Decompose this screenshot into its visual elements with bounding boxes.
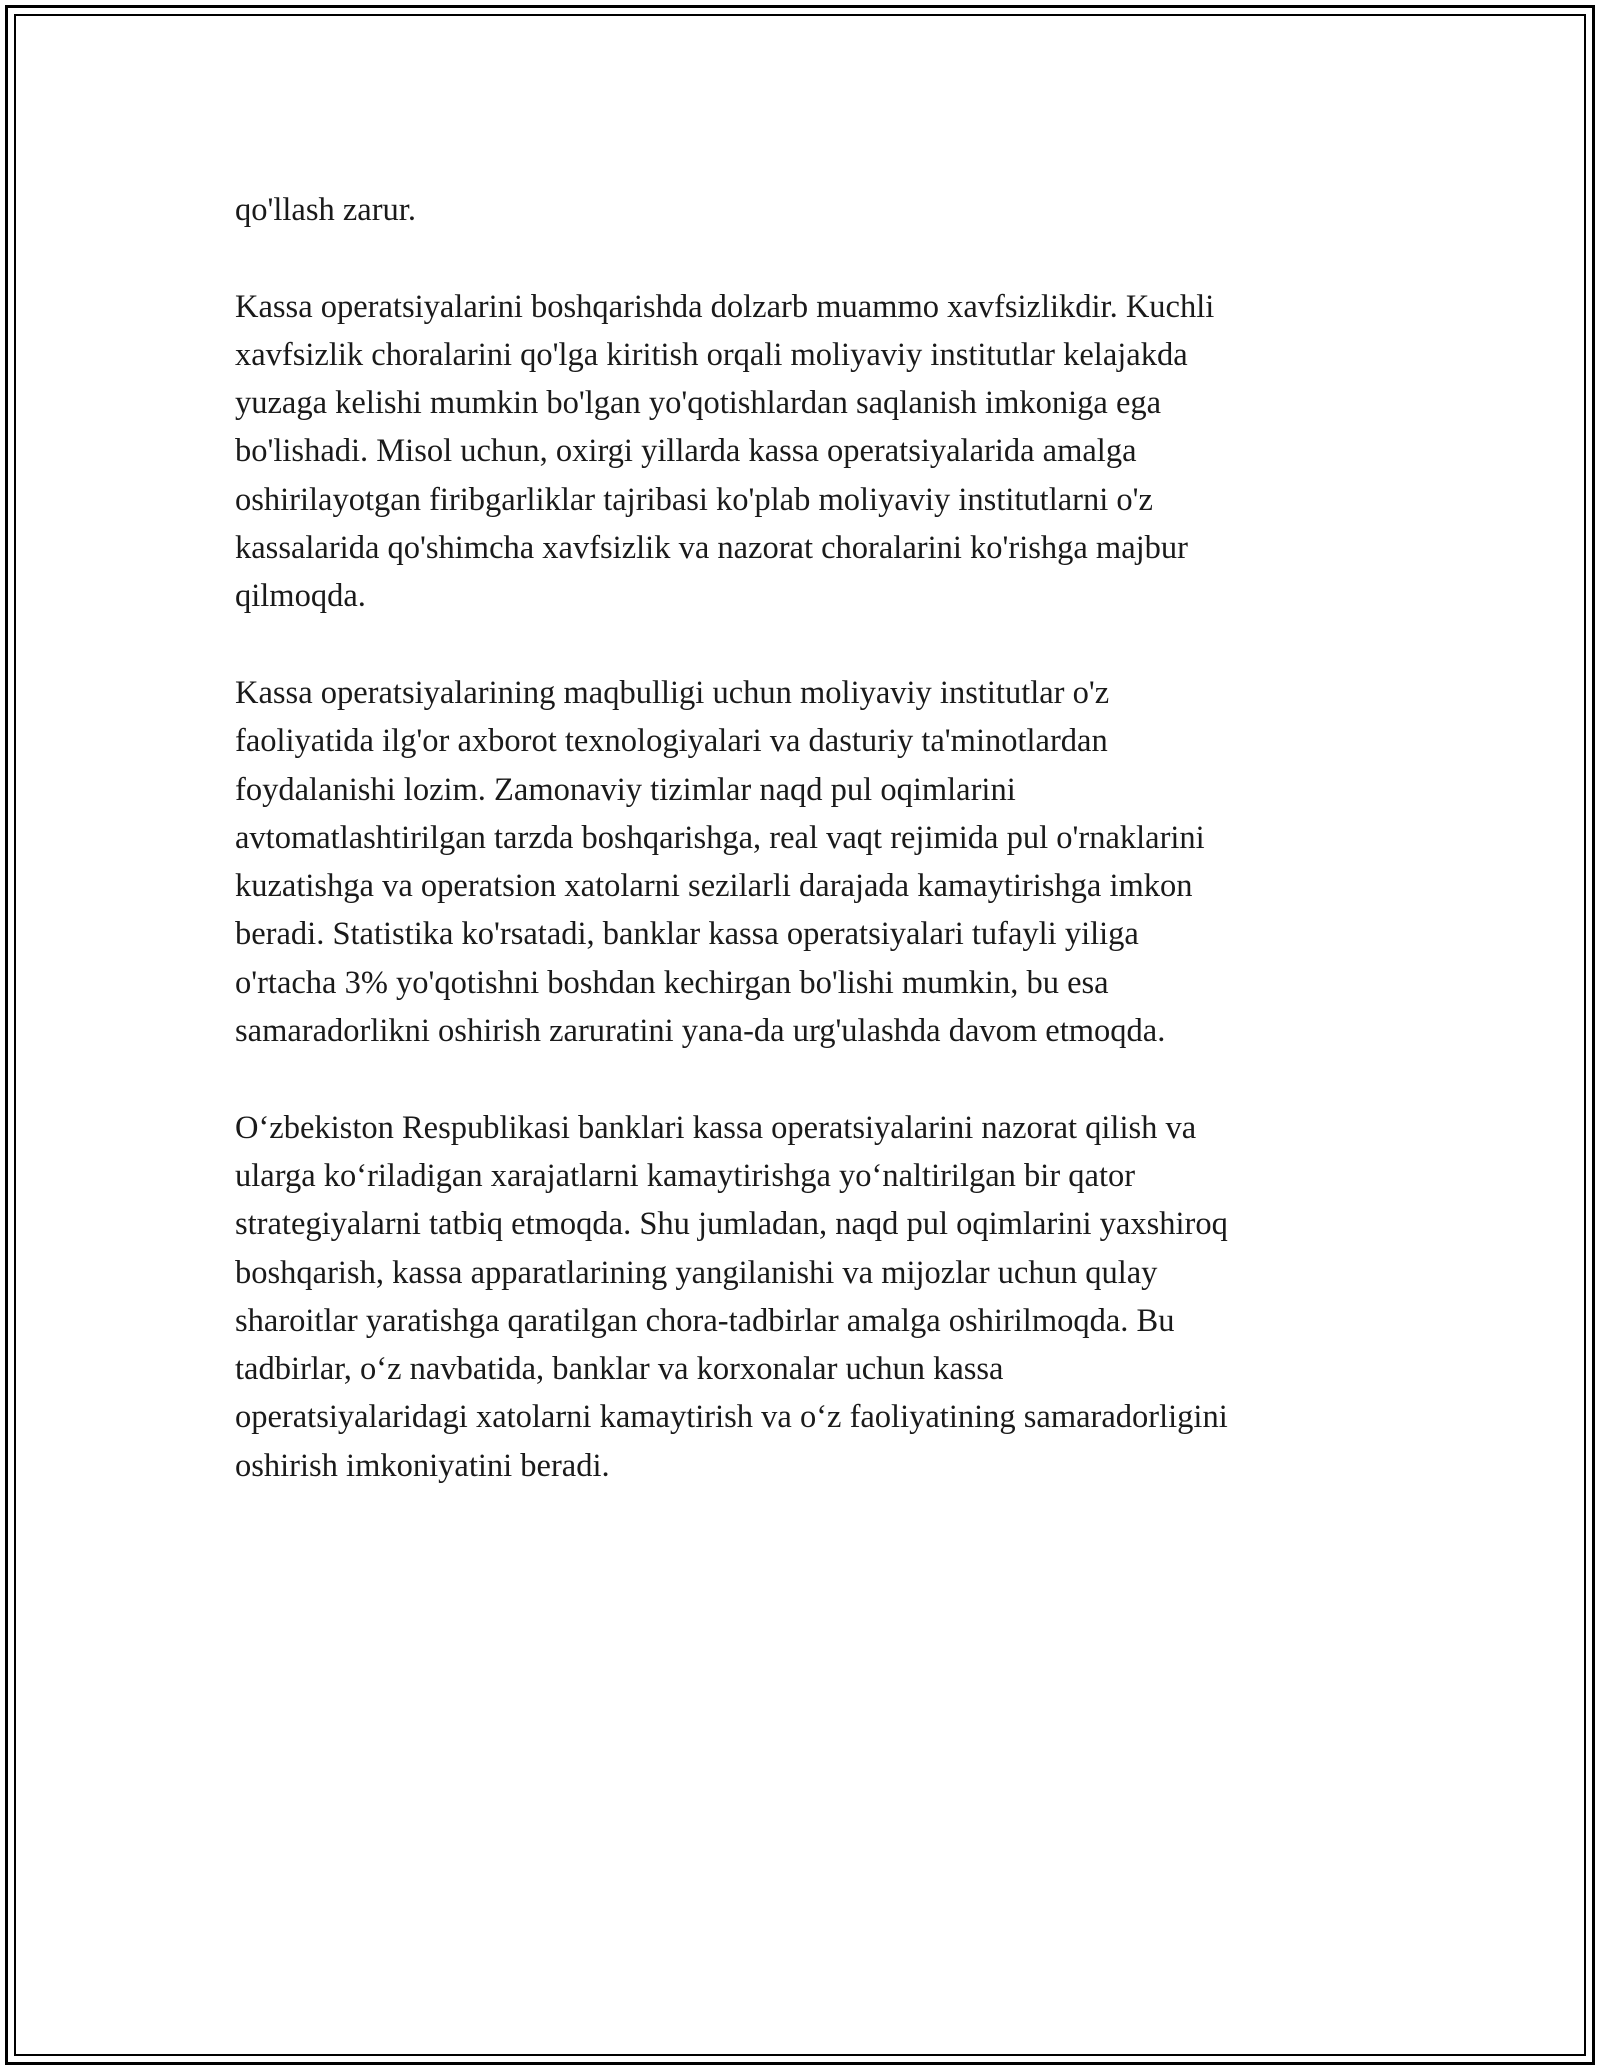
text-line: bo'lishadi. Misol uchun, oxirgi yillarda kassa operatsiyalarida amalga bbox=[235, 433, 1137, 470]
text-line: kuzatishga va operatsion xatolarni sezilarli darajada kamaytirishga imkon bbox=[235, 868, 1193, 905]
text-line: beradi. Statistika ko'rsatadi, banklar kassa operatsiyalari tufayli yiliga bbox=[235, 916, 1139, 953]
text-line: sharoitlar yaratishga qaratilgan chora-tadbirlar amalga oshirilmoqda. Bu bbox=[235, 1302, 1175, 1339]
text-line: kassalarida qo'shimcha xavfsizlik va nazorat choralarini ko'rishga majbur bbox=[235, 530, 1188, 567]
text-line: o'rtacha 3% yo'qotishni boshdan kechirgan bo'lishi mumkin, bu esa bbox=[235, 964, 1109, 1001]
text-line: Kassa operatsiyalarining maqbulligi uchun moliyaviy institutlar o'z bbox=[235, 674, 1110, 711]
text-line: foydalanishi lozim. Zamonaviy tizimlar naqd pul oqimlarini bbox=[235, 771, 1016, 808]
paragraph-security bbox=[235, 283, 1375, 621]
text-line: qilmoqda. bbox=[235, 578, 366, 615]
text-line: samaradorlikni oshirish zaruratini yana-da urg'ulashda davom etmoqda. bbox=[235, 1013, 1166, 1050]
text-line: Kassa operatsiyalarini boshqarishda dolzarb muammo xavfsizlikdir. Kuchli bbox=[235, 288, 1215, 325]
document-body bbox=[235, 186, 1375, 1490]
text-line: tadbirlar, o‘z navbatida, banklar va korxonalar uchun kassa bbox=[235, 1351, 1004, 1388]
text-line: ularga ko‘riladigan xarajatlarni kamaytirishga yo‘naltirilgan bir qator bbox=[235, 1157, 1136, 1194]
text-line: yuzaga kelishi mumkin bo'lgan yo'qotishlardan saqlanish imkoniga ega bbox=[235, 385, 1162, 422]
text-line: operatsiyalaridagi xatolarni kamaytirish va o‘z faoliyatining samaradorligini bbox=[235, 1399, 1228, 1436]
text-line: avtomatlashtirilgan tarzda boshqarishga, real vaqt rejimida pul o'rnaklarini bbox=[235, 819, 1205, 856]
text-line: boshqarish, kassa apparatlarining yangilanishi va mijozlar uchun qulay bbox=[235, 1254, 1158, 1291]
text-line: xavfsizlik choralarini qo'lga kiritish orqali moliyaviy institutlar kelajakda bbox=[235, 336, 1188, 373]
paragraph-continuation bbox=[235, 186, 1375, 234]
text-line: oshirish imkoniyatini beradi. bbox=[235, 1447, 610, 1484]
paragraph-uzbekistan-banks bbox=[235, 1104, 1375, 1490]
text-line: O‘zbekiston Respublikasi banklari kassa operatsiyalarini nazorat qilish va bbox=[235, 1109, 1197, 1146]
text-line: faoliyatida ilg'or axborot texnologiyalari va dasturiy ta'minotlardan bbox=[235, 723, 1108, 760]
text-line: oshirilayotgan firibgarliklar tajribasi ko'plab moliyaviy institutlarni o'z bbox=[235, 481, 1153, 518]
text-line: strategiyalarni tatbiq etmoqda. Shu jumladan, naqd pul oqimlarini yaxshiroq bbox=[235, 1206, 1228, 1243]
text-line: qo'llash zarur. bbox=[235, 192, 416, 228]
paragraph-technology bbox=[235, 669, 1375, 1055]
